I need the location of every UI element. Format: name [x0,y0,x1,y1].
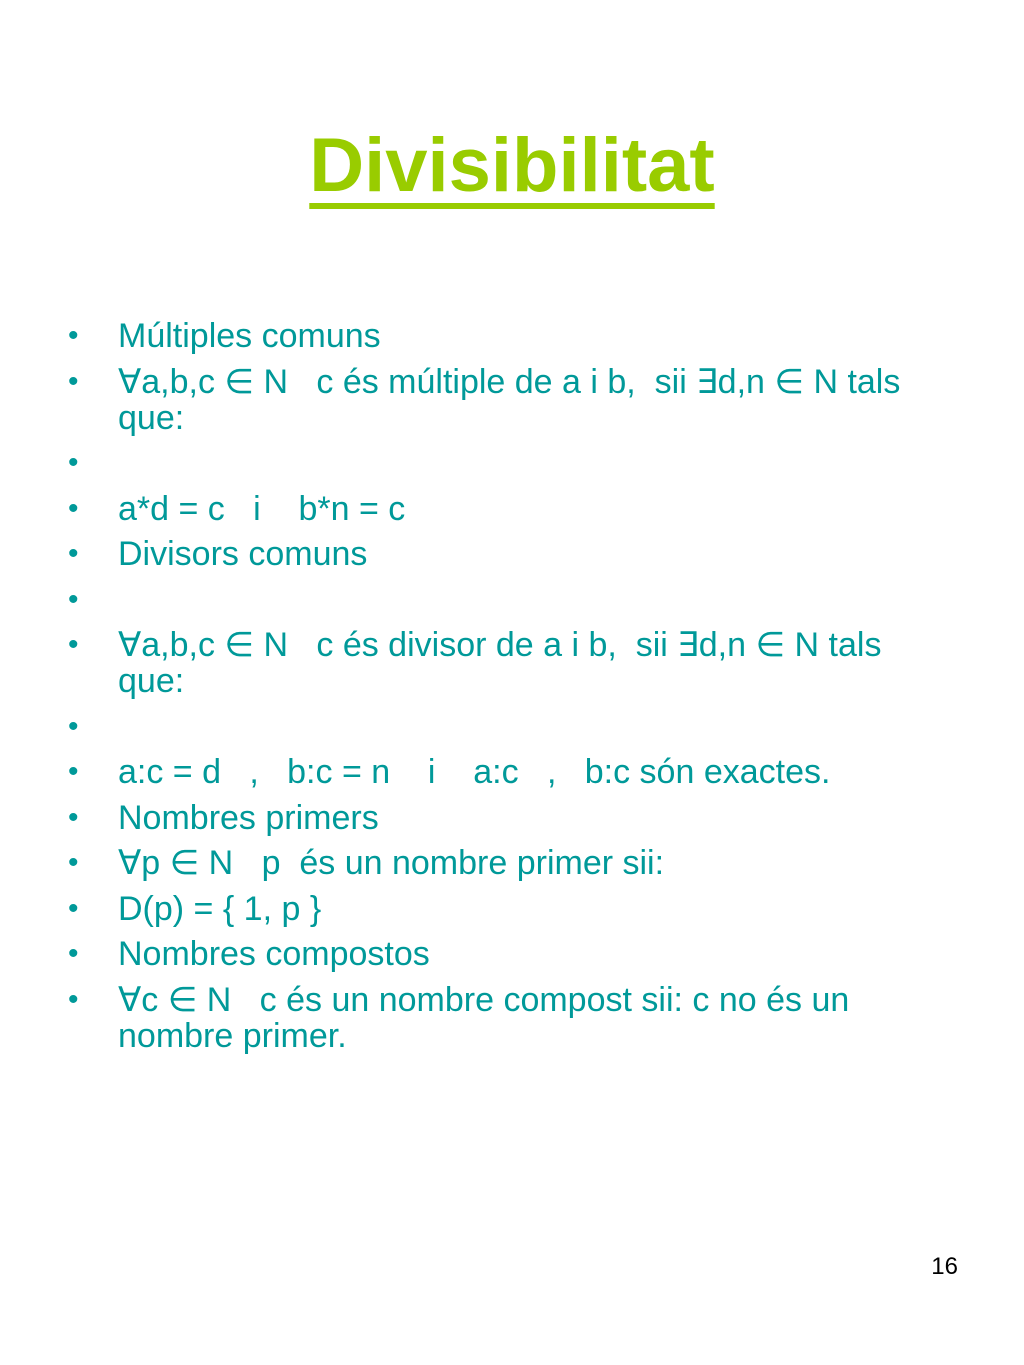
bullet-icon: • [68,982,79,1016]
bullet-list [0,318,1024,1063]
bullet-text: Nombres primers [118,798,379,837]
bullet-icon: • [68,755,79,788]
list-item [0,445,1024,481]
slide-title: Divisibilitat [309,123,715,208]
list-item [0,891,1024,927]
bullet-icon: • [68,446,79,479]
bullet-icon: • [68,937,79,970]
bullet-icon: • [68,537,79,570]
page-number: 16 [931,1253,958,1280]
bullet-icon: • [68,800,79,834]
list-item [0,364,1024,436]
list-item [0,318,1024,354]
list-item [0,709,1024,745]
list-item [0,936,1024,972]
bullet-text: D(p) = { 1, p } [118,889,322,928]
bullet-text: ∀a,b,c ∈ N c és múltiple de a i b, sii ∃d,n ∈ N tals que: [118,362,910,437]
bullet-text: Nombres compostos [118,935,430,973]
bullet-text: ∀p ∈ N p és un nombre primer sii: [118,844,665,882]
list-item [0,845,1024,881]
bullet-icon: • [68,628,79,661]
bullet-icon: • [68,491,79,525]
bullet-text: Múltiples comuns [118,317,381,355]
list-item [0,800,1024,836]
bullet-icon: • [68,364,79,398]
bullet-icon: • [68,846,79,879]
list-item [0,754,1024,790]
bullet-text: ∀c ∈ N c és un nombre compost sii: c no és un nombre primer. [118,980,859,1055]
bullet-icon: • [68,891,79,925]
bullet-icon: • [68,319,79,352]
bullet-icon: • [68,582,79,616]
bullet-icon: • [68,709,79,743]
bullet-text: Divisors comuns [118,535,368,573]
list-item [0,982,1024,1054]
bullet-text: ∀a,b,c ∈ N c és divisor de a i b, sii ∃d,n ∈ N tals que: [118,626,891,700]
bullet-text: a*d = c i b*n = c [118,489,406,528]
bullet-text: a:c = d , b:c = n i a:c , b:c són exactes. [118,753,831,791]
list-item [0,627,1024,699]
list-item [0,536,1024,572]
list-item [0,491,1024,527]
list-item [0,582,1024,618]
